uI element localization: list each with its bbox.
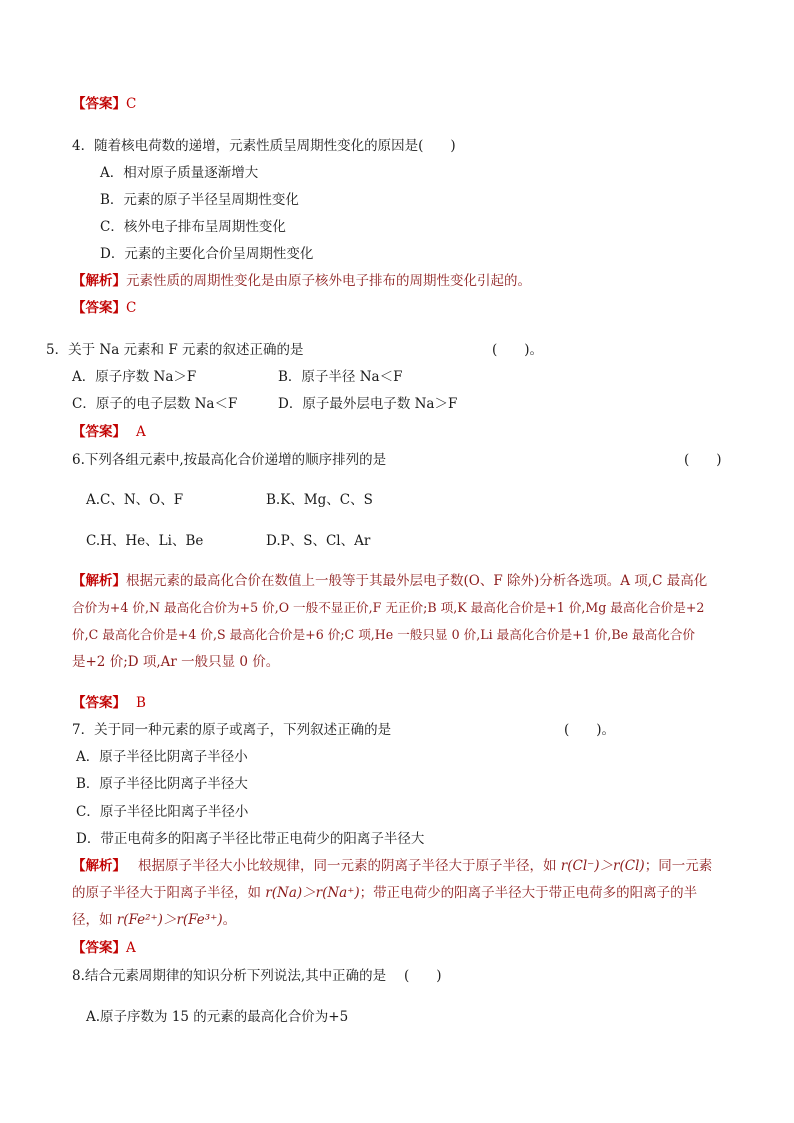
- answer-label: 【答案】: [72, 424, 126, 440]
- question-6-stem: 6.下列各组元素中,按最高化合价递增的顺序排列的是: [72, 452, 387, 468]
- q6-analysis-line-2: 合价为+4 价,N 最高化合价为+5 价,O 一般不显正价,F 无正价;B 项,K 最高化合价是+1 价,Mg 最高化合价是+2: [72, 600, 705, 615]
- q6-option-a: A.C、N、O、F: [86, 492, 184, 508]
- answer-label: 【答案】: [72, 695, 126, 711]
- answer-row-q4: [72, 298, 136, 318]
- q4-option-d: D．元素的主要化合价呈周期性变化: [100, 246, 314, 262]
- q5-option-d: D．原子最外层电子数 Na＞F: [278, 396, 458, 412]
- analysis-text-1: 根据原子半径大小比较规律，同一元素的阴离子半径大于原子半径，如: [138, 858, 561, 874]
- q5-option-a: A．原子序数 Na＞F: [72, 369, 197, 385]
- question-8-stem: 8.结合元素周期律的知识分析下列说法,其中正确的是: [72, 968, 387, 984]
- analysis-text: 元素性质的周期性变化是由原子核外电子排布的周期性变化引起的。: [126, 273, 531, 289]
- question-4-stem: 4．随着核电荷数的递增，元素性质呈周期性变化的原因是( ): [72, 138, 456, 154]
- analysis-text-2: ；同一元素的原子半径大于阳离子半径，如: [72, 858, 713, 901]
- analysis-text-3: ；带正电荷少的阳离子半径大于带正电荷多的阳离子的半径，如: [72, 885, 698, 928]
- answer-row-q6: [72, 693, 146, 713]
- question-7-stem: 7．关于同一种元素的原子或离子，下列叙述正确的是: [72, 722, 392, 738]
- q6-option-d: D.P、S、Cl、Ar: [266, 533, 371, 549]
- q7-option-b: B．原子半径比阴离子半径大: [76, 776, 248, 792]
- q4-analysis: [72, 271, 531, 291]
- answer-value: C: [126, 300, 137, 316]
- q6-analysis-line-1: [72, 571, 707, 591]
- answer-label: 【答案】: [72, 940, 126, 956]
- q5-option-c: C．原子的电子层数 Na＜F: [72, 396, 238, 412]
- q6-option-b: B.K、Mg、C、S: [266, 492, 373, 508]
- q7-option-c: C．原子半径比阳离子半径小: [76, 804, 249, 820]
- q6-analysis-line-4: 是+2 价;D 项,Ar 一般只显 0 价。: [72, 654, 280, 670]
- answer-label: 【答案】: [72, 300, 126, 316]
- q7-option-a: A．原子半径比阴离子半径小: [76, 749, 248, 765]
- formula-fe: r(Fe²⁺)＞r(Fe³⁺): [116, 912, 223, 928]
- question-5-stem: 5．关于 Na 元素和 F 元素的叙述正确的是: [46, 342, 304, 358]
- analysis-text: 根据元素的最高化合价在数值上一般等于其最外层电子数(O、F 除外)分析各选项。A 项,C 最高化: [126, 573, 708, 589]
- q7-option-d: D．带正电荷多的阳离子半径比带正电荷少的阳离子半径大: [76, 831, 425, 847]
- q6-analysis-line-3: 价,C 最高化合价是+4 价,S 最高化合价是+6 价;C 项,He 一般只显 0 价,Li 最高化合价是+1 价,Be 最高化合价: [72, 627, 696, 642]
- analysis-text-4: 。: [222, 912, 237, 928]
- analysis-label: 【解析】: [72, 273, 126, 289]
- answer-value: A: [136, 424, 146, 440]
- q5-option-b: B．原子半径 Na＜F: [278, 369, 403, 385]
- formula-na: r(Na)＞r(Na⁺): [265, 885, 360, 901]
- answer-value: A: [126, 940, 136, 956]
- q8-answer-blank: ( ): [404, 968, 442, 984]
- q4-option-a: A．相对原子质量逐渐增大: [100, 165, 259, 181]
- q5-answer-blank: ( )。: [492, 342, 544, 358]
- q4-option-b: B．元素的原子半径呈周期性变化: [100, 192, 299, 208]
- answer-value: C: [126, 96, 137, 112]
- answer-row-q7: [72, 938, 136, 958]
- answer-row-q3: [72, 94, 136, 114]
- q7-analysis: [72, 853, 722, 934]
- q8-option-a: A.原子序数为 15 的元素的最高化合价为+5: [86, 1009, 349, 1025]
- q6-option-c: C.H、He、Li、Be: [86, 533, 204, 549]
- answer-value: B: [136, 695, 146, 711]
- q7-answer-blank: ( )。: [564, 722, 616, 738]
- analysis-label: 【解析】: [72, 573, 126, 589]
- formula-cl: r(Cl⁻)＞r(Cl): [560, 858, 645, 874]
- q6-answer-blank: ( ): [684, 452, 722, 468]
- analysis-label: 【解析】: [72, 858, 126, 874]
- answer-label: 【答案】: [72, 96, 126, 112]
- q4-option-c: C．核外电子排布呈周期性变化: [100, 219, 286, 235]
- answer-row-q5: [72, 422, 146, 442]
